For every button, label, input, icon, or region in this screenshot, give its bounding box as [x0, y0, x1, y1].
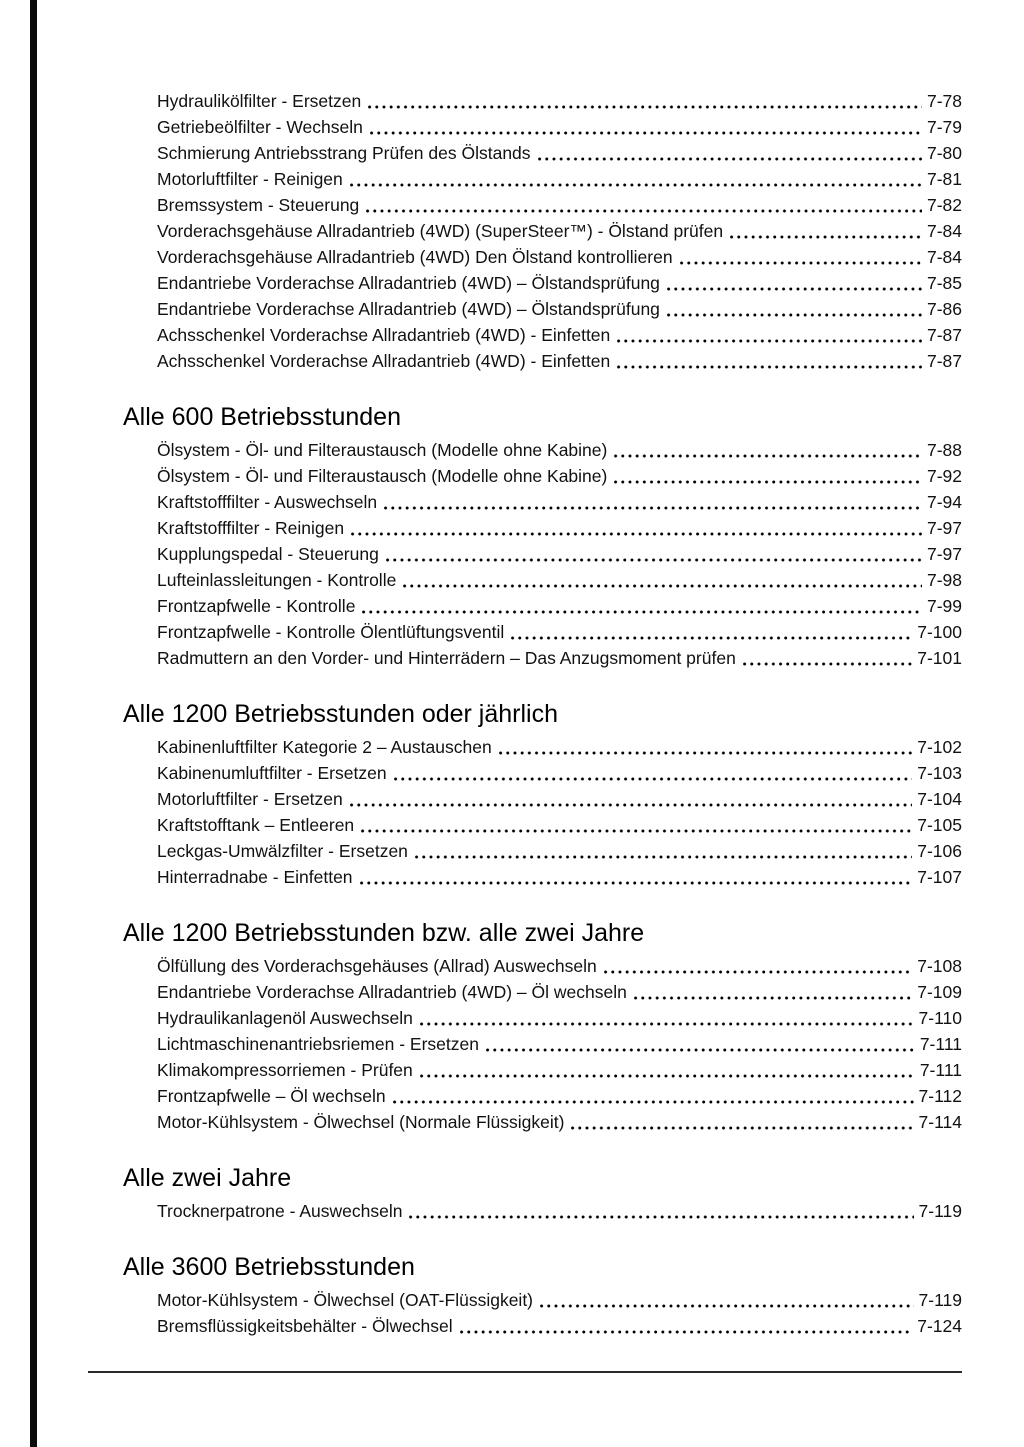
toc-entry: [157, 1031, 962, 1057]
toc-entry: [157, 1057, 962, 1083]
entry-page-number: 7-86: [926, 299, 962, 319]
section-entries: [123, 88, 962, 374]
dot-leader: [360, 881, 913, 885]
entry-label: Kraftstofffilter - Reinigen: [157, 518, 345, 538]
toc-entry: [157, 734, 962, 760]
toc-section: [123, 1254, 962, 1339]
toc-entry: [157, 1005, 962, 1031]
dot-leader: [617, 365, 922, 369]
dot-leader: [486, 1048, 915, 1052]
entry-label: Lichtmaschinenantriebsriemen - Ersetzen: [157, 1034, 479, 1054]
toc-section: [123, 701, 962, 890]
toc-entry: [157, 166, 962, 192]
section-entries: [123, 1287, 962, 1339]
entry-label: Endantriebe Vorderachse Allradantrieb (4WD) – Ölstandsprüfung: [157, 273, 660, 293]
entry-page-number: 7-97: [926, 518, 962, 538]
entry-label: Motor-Kühlsystem - Ölwechsel (Normale Flüssigkeit): [157, 1112, 565, 1132]
dot-leader: [634, 996, 912, 1000]
page-edge-bar: [30, 0, 37, 1447]
toc-section: [123, 88, 962, 374]
entry-label: Trocknerpatrone - Auswechseln: [157, 1201, 403, 1221]
toc-entry: [157, 619, 962, 645]
entry-label: Ölfüllung des Vorderachsgehäuses (Allrad) Auswechseln: [157, 956, 597, 976]
entry-label: Frontzapfwelle – Öl wechseln: [157, 1086, 386, 1106]
entry-page-number: 7-108: [917, 956, 962, 976]
toc-entry: [157, 463, 962, 489]
entry-page-number: 7-98: [926, 570, 962, 590]
entry-label: Kabinenluftfilter Kategorie 2 – Austauschen: [157, 737, 492, 757]
dot-leader: [409, 1215, 913, 1219]
entry-page-number: 7-105: [917, 815, 962, 835]
toc-section: [123, 920, 962, 1135]
footer-rule: [88, 1371, 962, 1373]
section-title: Alle 1200 Betriebsstunden oder jährlich: [123, 700, 558, 728]
toc-entry: [157, 348, 962, 374]
section-entries: [123, 1198, 962, 1224]
dot-leader: [384, 506, 922, 510]
dot-leader: [403, 584, 922, 588]
table-of-contents: [123, 88, 962, 1339]
toc-entry: [157, 489, 962, 515]
toc-entry: [157, 88, 962, 114]
dot-leader: [351, 532, 922, 536]
entry-page-number: 7-100: [917, 622, 962, 642]
section-entries: [123, 953, 962, 1135]
toc-entry: [157, 953, 962, 979]
entry-page-number: 7-92: [926, 466, 962, 486]
entry-label: Bremssystem - Steuerung: [157, 195, 360, 215]
toc-entry: [157, 244, 962, 270]
dot-leader: [370, 131, 922, 135]
entry-label: Hydraulikanlagenöl Auswechseln: [157, 1008, 413, 1028]
dot-leader: [614, 454, 922, 458]
entry-page-number: 7-82: [926, 195, 962, 215]
entry-label: Leckgas-Umwälzfilter - Ersetzen: [157, 841, 408, 861]
dot-leader: [393, 1100, 914, 1104]
entry-label: Getriebeölfilter - Wechseln: [157, 117, 363, 137]
toc-entry: [157, 296, 962, 322]
section-title: Alle 1200 Betriebsstunden bzw. alle zwei Jahre: [123, 919, 645, 947]
entry-label: Achsschenkel Vorderachse Allradantrieb (4WD) - Einfetten: [157, 325, 611, 345]
entry-page-number: 7-111: [919, 1060, 962, 1080]
dot-leader: [617, 339, 922, 343]
entry-page-number: 7-84: [926, 221, 962, 241]
entry-page-number: 7-124: [917, 1316, 962, 1336]
entry-label: Frontzapfwelle - Kontrolle Ölentlüftungsventil: [157, 622, 505, 642]
section-title: Alle zwei Jahre: [123, 1164, 292, 1192]
entry-page-number: 7-114: [918, 1112, 962, 1132]
entry-page-number: 7-119: [918, 1201, 962, 1221]
entry-label: Hydraulikölfilter - Ersetzen: [157, 91, 362, 111]
entry-page-number: 7-99: [926, 596, 962, 616]
entry-page-number: 7-87: [926, 351, 962, 371]
toc-entry: [157, 140, 962, 166]
toc-entry: [157, 567, 962, 593]
section-entries: [123, 734, 962, 890]
entry-page-number: 7-107: [917, 867, 962, 887]
dot-leader: [667, 313, 922, 317]
entry-label: Vorderachsgehäuse Allradantrieb (4WD) Den Ölstand kontrollieren: [157, 247, 673, 267]
toc-entry: [157, 979, 962, 1005]
entry-label: Kraftstofffilter - Auswechseln: [157, 492, 378, 512]
entry-page-number: 7-111: [919, 1034, 962, 1054]
entry-label: Motorluftfilter - Reinigen: [157, 169, 343, 189]
entry-page-number: 7-102: [917, 737, 962, 757]
toc-section: [123, 1165, 962, 1224]
entry-page-number: 7-81: [926, 169, 962, 189]
entry-label: Frontzapfwelle - Kontrolle: [157, 596, 356, 616]
entry-page-number: 7-94: [926, 492, 962, 512]
dot-leader: [499, 751, 913, 755]
entry-label: Endantriebe Vorderachse Allradantrieb (4WD) – Öl wechseln: [157, 982, 627, 1002]
dot-leader: [511, 636, 912, 640]
dot-leader: [420, 1074, 915, 1078]
toc-entry: [157, 1287, 962, 1313]
toc-entry: [157, 515, 962, 541]
dot-leader: [420, 1022, 914, 1026]
toc-entry: [157, 760, 962, 786]
dot-leader: [743, 662, 912, 666]
entry-label: Endantriebe Vorderachse Allradantrieb (4WD) – Ölstandsprüfung: [157, 299, 660, 319]
entry-label: Ölsystem - Öl- und Filteraustausch (Modelle ohne Kabine): [157, 440, 608, 460]
toc-entry: [157, 645, 962, 671]
dot-leader: [730, 235, 922, 239]
toc-entry: [157, 864, 962, 890]
dot-leader: [571, 1126, 913, 1130]
toc-entry: [157, 218, 962, 244]
section-title: Alle 3600 Betriebsstunden: [123, 1253, 415, 1281]
dot-leader: [368, 105, 922, 109]
entry-page-number: 7-101: [917, 648, 962, 668]
entry-label: Ölsystem - Öl- und Filteraustausch (Modelle ohne Kabine): [157, 466, 608, 486]
toc-entry: [157, 114, 962, 140]
entry-page-number: 7-85: [926, 273, 962, 293]
entry-label: Kupplungspedal - Steuerung: [157, 544, 379, 564]
entry-label: Kraftstofftank – Entleeren: [157, 815, 355, 835]
entry-page-number: 7-103: [917, 763, 962, 783]
toc-entry: [157, 541, 962, 567]
entry-label: Radmuttern an den Vorder- und Hinterrädern – Das Anzugsmoment prüfen: [157, 648, 736, 668]
toc-entry: [157, 322, 962, 348]
toc-entry: [157, 1198, 962, 1224]
entry-page-number: 7-88: [926, 440, 962, 460]
dot-leader: [350, 803, 912, 807]
toc-entry: [157, 1109, 962, 1135]
entry-page-number: 7-106: [917, 841, 962, 861]
dot-leader: [366, 209, 922, 213]
entry-page-number: 7-110: [918, 1008, 962, 1028]
entry-page-number: 7-109: [917, 982, 962, 1002]
dot-leader: [680, 261, 922, 265]
entry-page-number: 7-104: [917, 789, 962, 809]
dot-leader: [604, 970, 913, 974]
dot-leader: [614, 480, 922, 484]
toc-entry: [157, 593, 962, 619]
entry-label: Lufteinlassleitungen - Kontrolle: [157, 570, 397, 590]
entry-page-number: 7-79: [926, 117, 962, 137]
entry-page-number: 7-119: [918, 1290, 962, 1310]
dot-leader: [667, 287, 922, 291]
toc-entry: [157, 1083, 962, 1109]
entry-label: Hinterradnabe - Einfetten: [157, 867, 353, 887]
dot-leader: [386, 558, 922, 562]
dot-leader: [460, 1330, 913, 1334]
toc-entry: [157, 192, 962, 218]
entry-label: Vorderachsgehäuse Allradantrieb (4WD) (SuperSteer™) - Ölstand prüfen: [157, 221, 724, 241]
toc-entry: [157, 1313, 962, 1339]
entry-page-number: 7-78: [926, 91, 962, 111]
entry-label: Kabinenumluftfilter - Ersetzen: [157, 763, 387, 783]
dot-leader: [362, 610, 922, 614]
entry-page-number: 7-87: [926, 325, 962, 345]
toc-entry: [157, 812, 962, 838]
toc-entry: [157, 786, 962, 812]
dot-leader: [394, 777, 913, 781]
entry-label: Klimakompressorriemen - Prüfen: [157, 1060, 413, 1080]
toc-section: [123, 404, 962, 671]
entry-label: Schmierung Antriebsstrang Prüfen des Ölstands: [157, 143, 531, 163]
entry-page-number: 7-97: [926, 544, 962, 564]
dot-leader: [540, 1304, 914, 1308]
entry-label: Achsschenkel Vorderachse Allradantrieb (4WD) - Einfetten: [157, 351, 611, 371]
toc-entry: [157, 270, 962, 296]
entry-page-number: 7-80: [926, 143, 962, 163]
entry-label: Bremsflüssigkeitsbehälter - Ölwechsel: [157, 1316, 453, 1336]
section-entries: [123, 437, 962, 671]
entry-page-number: 7-112: [918, 1086, 962, 1106]
dot-leader: [350, 183, 922, 187]
entry-label: Motorluftfilter - Ersetzen: [157, 789, 343, 809]
dot-leader: [415, 855, 912, 859]
toc-entry: [157, 838, 962, 864]
dot-leader: [361, 829, 912, 833]
toc-entry: [157, 437, 962, 463]
entry-label: Motor-Kühlsystem - Ölwechsel (OAT-Flüssigkeit): [157, 1290, 534, 1310]
section-title: Alle 600 Betriebsstunden: [123, 403, 401, 431]
dot-leader: [538, 157, 922, 161]
entry-page-number: 7-84: [926, 247, 962, 267]
